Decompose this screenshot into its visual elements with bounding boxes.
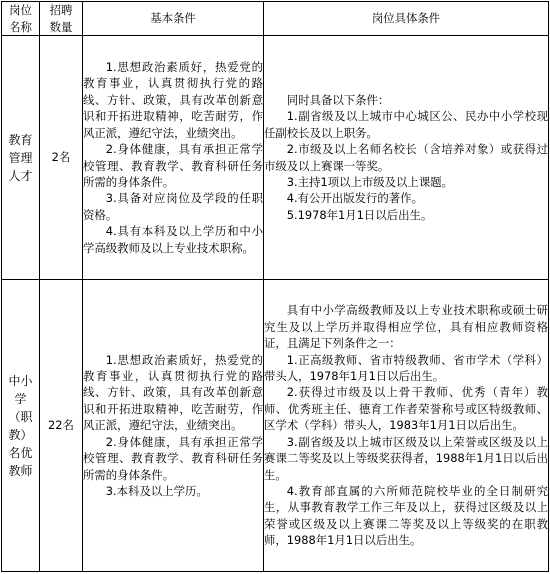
- header-post-label: 岗位名称: [9, 3, 32, 34]
- specific-condition-item: 同时具备以下条件：: [286, 92, 390, 107]
- specific-condition-item: 5.1978年1月1日以后出生。: [286, 207, 433, 222]
- specific-conditions: [264, 280, 549, 572]
- specific-condition-item: 3.主持1项以上市级及以上课题。: [286, 174, 453, 189]
- specific-condition-item: 4.有公开出版发行的著作。: [286, 191, 423, 206]
- basic-condition-item: 4.具有本科及以上学历和中小学高级教师及以上专业技术职称。: [83, 224, 263, 255]
- header-row: [2, 2, 549, 36]
- specific-condition-item: 1.副省级及以上城市中心城区公、民办中小学校现任副校长及以上职务。: [264, 109, 548, 140]
- post-count: 22名: [40, 280, 83, 572]
- post-count: 2名: [40, 36, 83, 280]
- specific-conditions: [264, 36, 549, 280]
- specific-condition-item: 具有中小学高级教师及以上专业技术职称或硕士研究生及以上学历并取得相应学位，具有相应教师资格证，且满足下列条件之一：: [264, 303, 548, 351]
- basic-condition-item: 1.思想政治素质好，热爱党的教育事业，认真贯彻执行党的路线、方针、政策，具有改革创新意识和开拓进取精神，吃苦耐劳，作风正派，遵纪守法，业绩突出。: [83, 352, 263, 433]
- post-name: 中小学（职教）名优教师: [2, 280, 40, 572]
- header-post: [2, 2, 40, 36]
- recruitment-table: [1, 1, 549, 572]
- basic-condition-item: 2.身体健康，具有承担正常学校管理、教育教学、教育科研任务所需的身体条件。: [83, 434, 263, 482]
- specific-condition-item: 4.教育部直属的六所师范院校毕业的全日制研究生，从事教育教学工作三年及以上，获得过区级及以上荣誉或区级及以上赛课二等奖及以上等级奖的在职教师，1988年1月1日以后出生。: [264, 483, 548, 548]
- basic-condition-item: 3.具备对应岗位及学段的任职资格。: [83, 191, 263, 222]
- basic-condition-item: 3.本科及以上学历。: [105, 483, 208, 498]
- basic-conditions: [83, 36, 264, 280]
- basic-conditions: [83, 280, 264, 572]
- post-name: 教育管理人才: [2, 36, 40, 280]
- header-basic: 基本条件: [83, 2, 264, 36]
- basic-condition-item: 2.身体健康，具有承担正常学校管理、教育教学、教育科研任务所需的身体条件。: [83, 142, 263, 189]
- basic-condition-item: 1.思想政治素质好，热爱党的教育事业，认真贯彻执行党的路线、方针、政策，具有改革创新意识和开拓进取精神，吃苦耐劳，作风正派，遵纪守法，业绩突出。: [83, 60, 263, 140]
- specific-condition-item: 2.市级及以上名师名校长（含培养对象）或获得过市级及以上赛课一等奖。: [264, 142, 548, 173]
- table-row: [2, 36, 549, 280]
- header-specific: 岗位具体条件: [264, 2, 549, 36]
- specific-condition-item: 2.获得过市级及以上骨干教师、优秀（青年）教师、优秀班主任、德育工作者荣誉称号或区特级教师、区学术（学科）带头人，1983年1月1日以后出生。: [264, 385, 548, 433]
- table-row: [2, 280, 549, 572]
- specific-condition-item: 1.正高级教师、省市特级教师、省市学术（学科）带头人，1978年1月1日以后出生。: [264, 352, 548, 384]
- header-count: 招聘数量: [40, 2, 83, 36]
- specific-condition-item: 3.副省级及以上城市区级及以上荣誉或区级及以上赛课二等奖及以上等级奖获得者，1988年1月1日以后出生。: [264, 434, 548, 482]
